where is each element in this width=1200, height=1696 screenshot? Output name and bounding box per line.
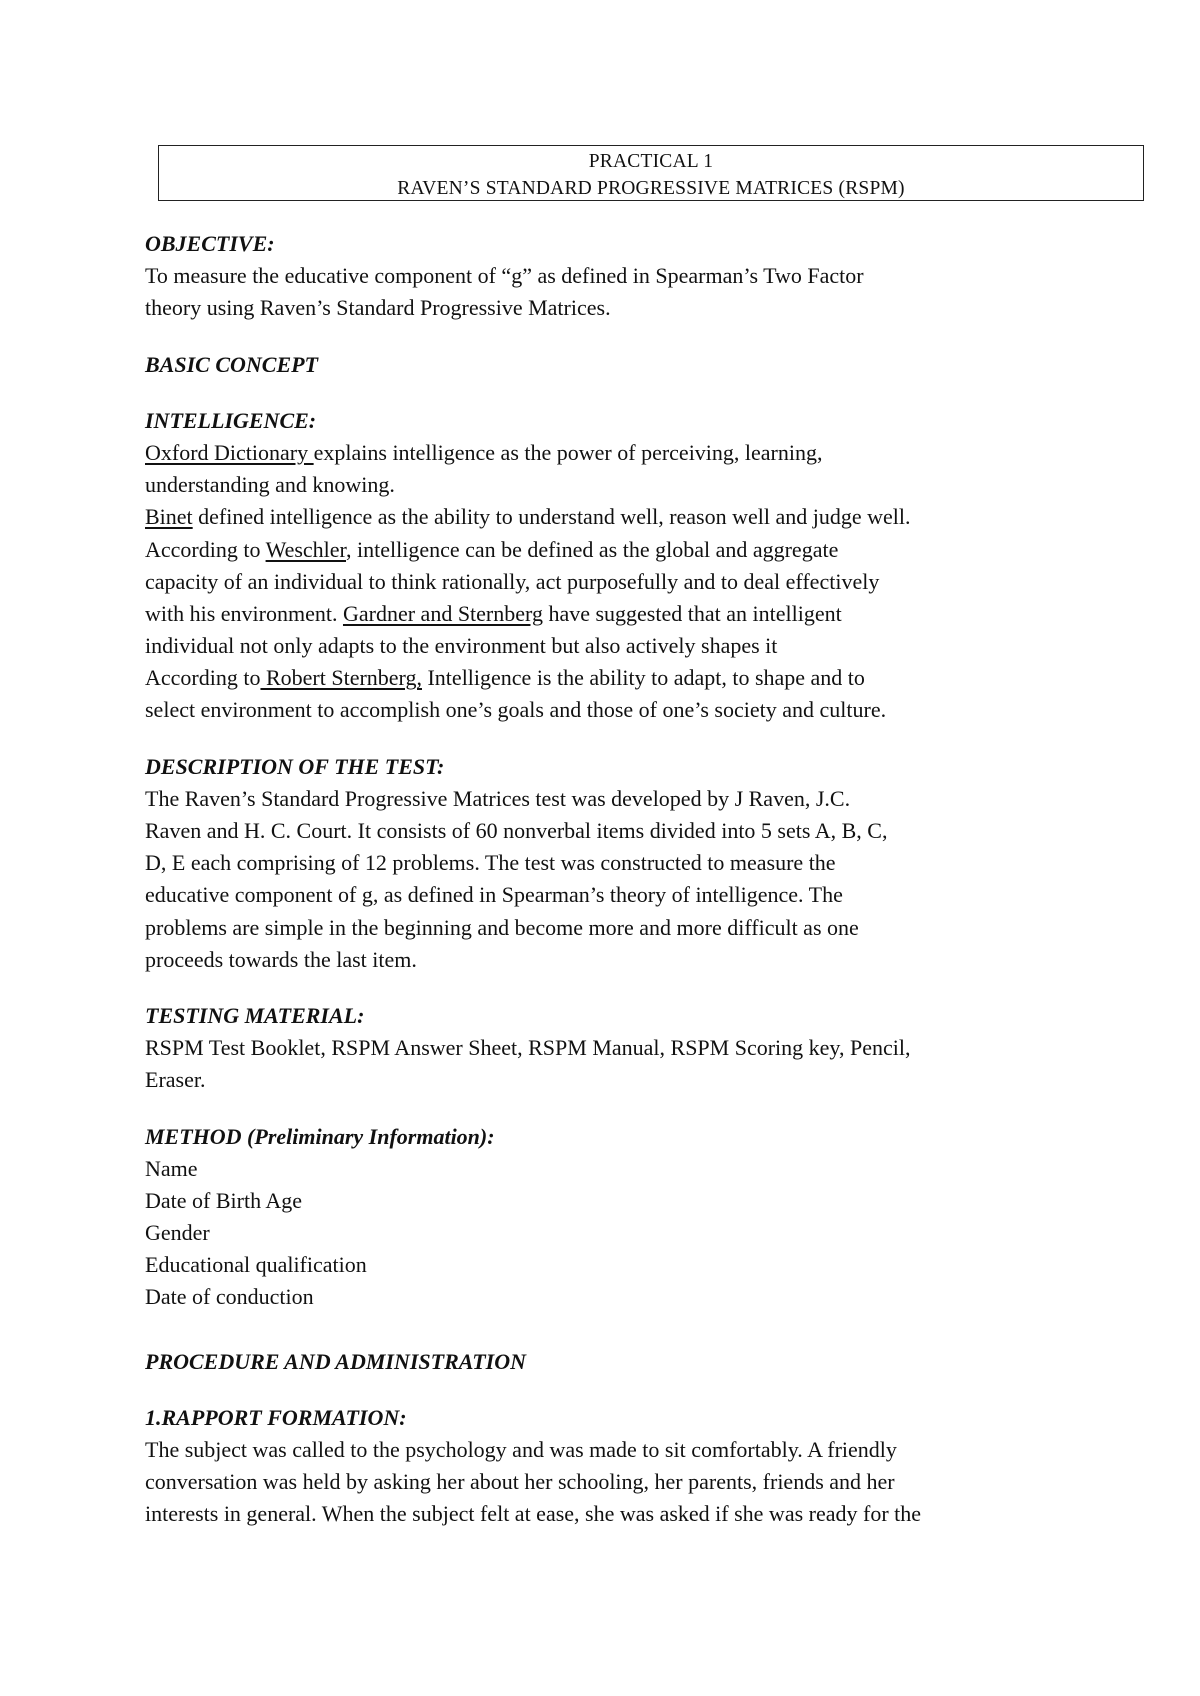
text-span: with his environment. (145, 600, 343, 626)
text-span: have suggested that an intelligent (542, 600, 842, 626)
intelligence-line: capacity of an individual to think rationally, act purposefully and to deal effectively (145, 568, 880, 594)
text-span: According to (145, 536, 266, 562)
intelligence-line (145, 534, 1085, 566)
document-body (145, 228, 1085, 1531)
title-box (158, 145, 1144, 201)
text-span: explains intelligence as the power of perceiving, learning, (313, 439, 823, 465)
oxford-dictionary-ref: Oxford Dictionary (145, 439, 314, 465)
rapport-heading: 1.RAPPORT FORMATION: (145, 1404, 407, 1430)
intelligence-line: individual not only adapts to the environment but also actively shapes it (145, 633, 778, 659)
rapport-line: conversation was held by asking her about her schooling, her parents, friends and her (145, 1469, 895, 1495)
testing-material-line: Eraser. (145, 1067, 206, 1093)
description-line: educative component of g, as defined in Spearman’s theory of intelligence. The (145, 882, 843, 908)
spacer (145, 325, 1085, 349)
document-title: RAVEN’S STANDARD PROGRESSIVE MATRICES (RSPM) (397, 178, 905, 199)
intelligence-line (145, 662, 1085, 694)
description-line: Raven and H. C. Court. It consists of 60 nonverbal items divided into 5 sets A, B, C, (145, 818, 888, 843)
description-line: D, E each comprising of 12 problems. The test was constructed to measure the (145, 850, 836, 876)
method-item: Educational qualification (145, 1252, 367, 1278)
text-span: , intelligence can be defined as the global and aggregate (346, 536, 839, 562)
intelligence-line: select environment to accomplish one’s goals and those of one’s society and culture. (145, 697, 887, 723)
description-line: The Raven’s Standard Progressive Matrices test was developed by J Raven, J.C. (145, 785, 851, 811)
method-item: Date of conduction (145, 1284, 314, 1310)
spacer (145, 1097, 1085, 1121)
method-item: Gender (145, 1220, 210, 1246)
procedure-heading: PROCEDURE AND ADMINISTRATION (145, 1348, 527, 1374)
method-heading: METHOD (Preliminary Information): (145, 1123, 495, 1149)
testing-material-heading: TESTING MATERIAL: (145, 1002, 365, 1028)
rapport-line: The subject was called to the psychology and was made to sit comfortably. A friendly (145, 1437, 897, 1462)
spacer (145, 1378, 1085, 1402)
method-item: Name (145, 1155, 198, 1181)
binet-ref: Binet (145, 504, 193, 530)
gardner-sternberg-ref: Gardner and Sternberg (342, 600, 543, 626)
spacer (145, 727, 1085, 751)
basic-concept-heading: BASIC CONCEPT (145, 351, 318, 377)
intelligence-line: understanding and knowing. (145, 472, 395, 498)
spacer (145, 1314, 1085, 1346)
method-item: Date of Birth Age (145, 1187, 303, 1213)
text-span: Intelligence is the ability to adapt, to shape and to (421, 665, 865, 691)
description-heading: DESCRIPTION OF THE TEST: (145, 753, 445, 779)
testing-material-line: RSPM Test Booklet, RSPM Answer Sheet, RSPM Manual, RSPM Scoring key, Pencil, (145, 1035, 911, 1061)
spacer (145, 976, 1085, 1000)
practical-number: PRACTICAL 1 (588, 151, 714, 172)
objective-line: To measure the educative component of “g” as defined in Spearman’s Two Factor (145, 263, 864, 289)
intelligence-line (145, 598, 1085, 630)
intelligence-line (145, 501, 1085, 533)
intelligence-line (145, 437, 1085, 469)
weschler-ref: Weschler (265, 536, 346, 562)
intelligence-heading: INTELLIGENCE: (145, 407, 317, 433)
text-span: defined intelligence as the ability to understand well, reason well and judge well. (192, 504, 911, 530)
description-line: proceeds towards the last item. (145, 946, 417, 972)
rapport-line: interests in general. When the subject felt at ease, she was asked if she was ready for the (145, 1501, 922, 1527)
objective-heading: OBJECTIVE: (145, 231, 275, 256)
description-line: problems are simple in the beginning and become more and more difficult as one (145, 914, 859, 940)
spacer (145, 381, 1085, 405)
robert-sternberg-ref: Robert Sternberg, (260, 665, 422, 691)
text-span: According to (145, 665, 261, 691)
objective-line: theory using Raven’s Standard Progressive Matrices. (145, 295, 611, 321)
